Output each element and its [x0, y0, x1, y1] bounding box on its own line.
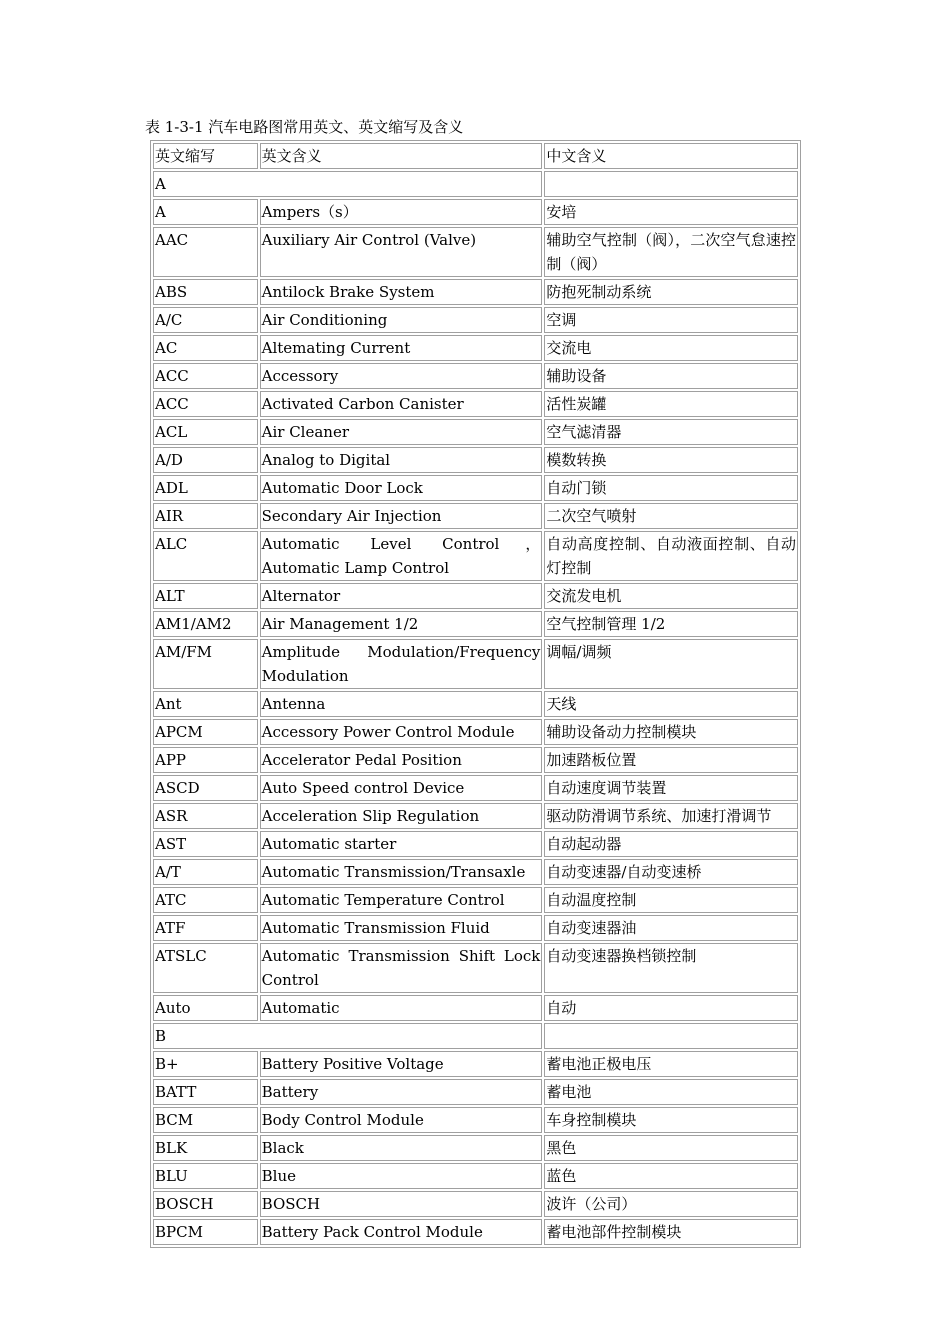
cell-chinese: 自动变速器油: [544, 915, 798, 941]
table-row: [153, 1191, 798, 1217]
table-body: [153, 171, 798, 1245]
cell-english: Body Control Module: [260, 1107, 543, 1133]
table-row: [153, 583, 798, 609]
cell-english: Amplitude Modulation/Frequency Modulation: [260, 639, 543, 689]
cell-abbr: A: [153, 199, 258, 225]
cell-chinese: 蓄电池部件控制模块: [544, 1219, 798, 1245]
cell-abbr: BOSCH: [153, 1191, 258, 1217]
cell-english: Accessory: [260, 363, 543, 389]
cell-english: Ampers（s）: [260, 199, 543, 225]
cell-abbr: AC: [153, 335, 258, 361]
cell-english: Black: [260, 1135, 543, 1161]
cell-chinese: 空调: [544, 307, 798, 333]
cell-abbr: ATC: [153, 887, 258, 913]
cell-english: Automatic Door Lock: [260, 475, 543, 501]
cell-chinese: 自动速度调节装置: [544, 775, 798, 801]
table-row: [153, 639, 798, 689]
cell-chinese: 辅助空气控制（阀），二次空气怠速控制（阀）: [544, 227, 798, 277]
cell-english: Acceleration Slip Regulation: [260, 803, 543, 829]
cell-english: Battery Pack Control Module: [260, 1219, 543, 1245]
cell-chinese: 黑色: [544, 1135, 798, 1161]
table-row: [153, 803, 798, 829]
cell-english: Antilock Brake System: [260, 279, 543, 305]
cell-english: BOSCH: [260, 1191, 543, 1217]
cell-chinese: 活性炭罐: [544, 391, 798, 417]
section-empty-cell: [544, 171, 798, 197]
header-chinese: 中文含义: [544, 143, 798, 169]
table-row: [153, 447, 798, 473]
cell-abbr: Ant: [153, 691, 258, 717]
table-row: [153, 1219, 798, 1245]
table-caption: 表 1-3-1 汽车电路图常用英文、英文缩写及含义: [145, 118, 464, 136]
table-row: [153, 995, 798, 1021]
cell-chinese: 二次空气喷射: [544, 503, 798, 529]
cell-english: Accessory Power Control Module: [260, 719, 543, 745]
table-row: [153, 775, 798, 801]
cell-english: Automatic: [260, 995, 543, 1021]
cell-abbr: BPCM: [153, 1219, 258, 1245]
cell-chinese: 交流电: [544, 335, 798, 361]
cell-abbr: ASR: [153, 803, 258, 829]
cell-abbr: ATSLC: [153, 943, 258, 993]
cell-english: Activated Carbon Canister: [260, 391, 543, 417]
cell-abbr: A/T: [153, 859, 258, 885]
table-row: [153, 691, 798, 717]
cell-english: Auto Speed control Device: [260, 775, 543, 801]
cell-english: Blue: [260, 1163, 543, 1189]
section-row: [153, 171, 798, 197]
cell-chinese: 自动温度控制: [544, 887, 798, 913]
table-row: [153, 1051, 798, 1077]
cell-chinese: 空气控制管理 1/2: [544, 611, 798, 637]
cell-chinese: 驱动防滑调节系统、加速打滑调节: [544, 803, 798, 829]
cell-chinese: 自动高度控制、自动液面控制、自动灯控制: [544, 531, 798, 581]
cell-english: Air Management 1/2: [260, 611, 543, 637]
cell-abbr: ALT: [153, 583, 258, 609]
table-row: [153, 279, 798, 305]
cell-abbr: ATF: [153, 915, 258, 941]
table-row: [153, 1107, 798, 1133]
section-empty-cell: [544, 1023, 798, 1049]
cell-english: Battery Positive Voltage: [260, 1051, 543, 1077]
cell-abbr: APCM: [153, 719, 258, 745]
section-row: [153, 1023, 798, 1049]
cell-english: Analog to Digital: [260, 447, 543, 473]
cell-chinese: 安培: [544, 199, 798, 225]
cell-english: Secondary Air Injection: [260, 503, 543, 529]
cell-abbr: BLK: [153, 1135, 258, 1161]
table-header-row: [153, 143, 798, 169]
cell-abbr: ABS: [153, 279, 258, 305]
cell-abbr: ADL: [153, 475, 258, 501]
cell-abbr: A/D: [153, 447, 258, 473]
section-letter: B: [153, 1023, 542, 1049]
cell-chinese: 车身控制模块: [544, 1107, 798, 1133]
cell-chinese: 加速踏板位置: [544, 747, 798, 773]
table-row: [153, 859, 798, 885]
cell-abbr: APP: [153, 747, 258, 773]
cell-chinese: 交流发电机: [544, 583, 798, 609]
table-row: [153, 1079, 798, 1105]
table-row: [153, 419, 798, 445]
cell-abbr: AM1/AM2: [153, 611, 258, 637]
table-row: [153, 531, 798, 581]
section-letter: A: [153, 171, 542, 197]
cell-chinese: 模数转换: [544, 447, 798, 473]
header-english: 英文含义: [260, 143, 543, 169]
table-row: [153, 307, 798, 333]
cell-chinese: 蓄电池正极电压: [544, 1051, 798, 1077]
table-row: [153, 475, 798, 501]
cell-chinese: 空气滤清器: [544, 419, 798, 445]
cell-english: Automatic Level Control， Automatic Lamp Control: [260, 531, 543, 581]
table-row: [153, 391, 798, 417]
cell-abbr: B+: [153, 1051, 258, 1077]
table-row: [153, 335, 798, 361]
cell-chinese: 防抱死制动系统: [544, 279, 798, 305]
cell-abbr: ALC: [153, 531, 258, 581]
cell-chinese: 自动变速器/自动变速桥: [544, 859, 798, 885]
cell-chinese: 自动: [544, 995, 798, 1021]
cell-english: Auxiliary Air Control (Valve): [260, 227, 543, 277]
table-row: [153, 1135, 798, 1161]
cell-english: Automatic starter: [260, 831, 543, 857]
table-row: [153, 747, 798, 773]
table-row: [153, 227, 798, 277]
cell-chinese: 自动起动器: [544, 831, 798, 857]
cell-abbr: BATT: [153, 1079, 258, 1105]
cell-english: Automatic Transmission/Transaxle: [260, 859, 543, 885]
cell-abbr: BLU: [153, 1163, 258, 1189]
cell-chinese: 蓝色: [544, 1163, 798, 1189]
cell-english: Accelerator Pedal Position: [260, 747, 543, 773]
cell-chinese: 辅助设备动力控制模块: [544, 719, 798, 745]
table-row: [153, 363, 798, 389]
cell-english: Automatic Temperature Control: [260, 887, 543, 913]
table-row: [153, 611, 798, 637]
cell-abbr: ACC: [153, 363, 258, 389]
cell-abbr: AM/FM: [153, 639, 258, 689]
abbreviation-table: [150, 140, 801, 1248]
table-row: [153, 915, 798, 941]
cell-chinese: 辅助设备: [544, 363, 798, 389]
cell-english: Air Conditioning: [260, 307, 543, 333]
table-row: [153, 831, 798, 857]
cell-english: Antenna: [260, 691, 543, 717]
cell-english: Altemating Current: [260, 335, 543, 361]
cell-abbr: AIR: [153, 503, 258, 529]
cell-chinese: 调幅/调频: [544, 639, 798, 689]
cell-abbr: BCM: [153, 1107, 258, 1133]
cell-abbr: A/C: [153, 307, 258, 333]
cell-english: Battery: [260, 1079, 543, 1105]
table-row: [153, 503, 798, 529]
header-abbr: 英文缩写: [153, 143, 258, 169]
table-row: [153, 943, 798, 993]
cell-chinese: 波许（公司）: [544, 1191, 798, 1217]
cell-chinese: 天线: [544, 691, 798, 717]
cell-abbr: ACC: [153, 391, 258, 417]
cell-chinese: 自动变速器换档锁控制: [544, 943, 798, 993]
cell-english: Air Cleaner: [260, 419, 543, 445]
cell-english: Alternator: [260, 583, 543, 609]
cell-chinese: 自动门锁: [544, 475, 798, 501]
cell-english: Automatic Transmission Shift Lock Control: [260, 943, 543, 993]
table-row: [153, 719, 798, 745]
cell-chinese: 蓄电池: [544, 1079, 798, 1105]
table-row: [153, 199, 798, 225]
cell-abbr: AAC: [153, 227, 258, 277]
cell-abbr: AST: [153, 831, 258, 857]
cell-abbr: Auto: [153, 995, 258, 1021]
cell-english: Automatic Transmission Fluid: [260, 915, 543, 941]
table-row: [153, 1163, 798, 1189]
cell-abbr: ACL: [153, 419, 258, 445]
table-row: [153, 887, 798, 913]
cell-abbr: ASCD: [153, 775, 258, 801]
